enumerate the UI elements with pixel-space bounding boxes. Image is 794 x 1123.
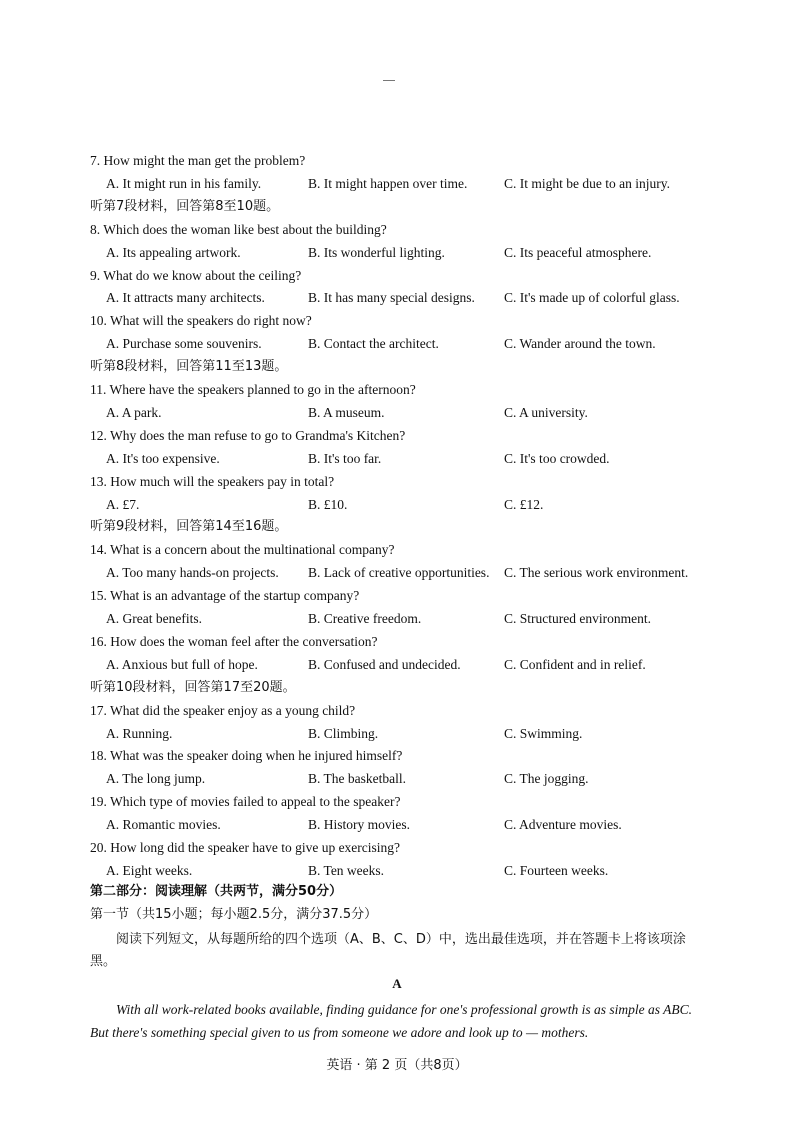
question-stem bbox=[0, 471, 794, 493]
question-text: 15. What is an advantage of the startup company? bbox=[90, 588, 360, 604]
question-stem bbox=[0, 585, 794, 607]
option-a: A. Its appealing artwork. bbox=[106, 244, 241, 260]
page-footer: 英语 · 第 2 页（共8页） bbox=[326, 1058, 468, 1073]
question-stem bbox=[0, 379, 794, 401]
option-c: C. Its peaceful atmosphere. bbox=[504, 244, 652, 260]
options-row bbox=[0, 333, 794, 355]
part2-instruction: 阅读下列短文，从每题所给的四个选项（A、B、C、D）中，选出最佳选项，并在答题卡上将该项涂黑。 bbox=[90, 932, 686, 969]
option-c: C. Structured environment. bbox=[504, 611, 651, 626]
option-a: A. Anxious but full of hope. bbox=[106, 656, 258, 672]
option-a: A. Romantic movies. bbox=[106, 817, 221, 833]
options-row bbox=[0, 287, 794, 309]
option-c: C. Adventure movies. bbox=[504, 817, 622, 833]
options-row bbox=[0, 654, 794, 676]
section-text: 听第8段材料，回答第11至13题。 bbox=[90, 359, 288, 375]
section-text: 听第10段材料，回答第17至20题。 bbox=[90, 679, 296, 695]
options-row bbox=[0, 448, 794, 470]
option-b: B. Lack of creative opportunities. bbox=[308, 565, 490, 581]
option-b: B. A museum. bbox=[308, 404, 385, 420]
option-a: A. Eight weeks. bbox=[106, 862, 193, 878]
options-row bbox=[0, 173, 794, 195]
option-a: A. Great benefits. bbox=[106, 611, 202, 626]
option-b: B. It's too far. bbox=[308, 450, 382, 466]
options-row bbox=[0, 242, 794, 264]
question-text: 18. What was the speaker doing when he injured himself? bbox=[90, 748, 403, 764]
option-b: B. It might happen over time. bbox=[308, 175, 468, 191]
option-b: B. Confused and undecided. bbox=[308, 656, 461, 672]
section-instruction bbox=[0, 516, 794, 538]
option-c: C. Fourteen weeks. bbox=[504, 862, 609, 878]
option-c: C. The serious work environment. bbox=[504, 565, 689, 581]
option-a: A. It attracts many architects. bbox=[106, 290, 265, 306]
option-b: B. Contact the architect. bbox=[308, 336, 439, 352]
option-c: C. £12. bbox=[504, 496, 544, 512]
option-b: B. Climbing. bbox=[308, 725, 379, 741]
option-b: B. The basketball. bbox=[308, 771, 406, 787]
option-a: A. It's too expensive. bbox=[106, 450, 220, 466]
option-c: C. The jogging. bbox=[504, 771, 589, 787]
options-row bbox=[0, 402, 794, 424]
question-text: 9. What do we know about the ceiling? bbox=[90, 267, 302, 283]
option-b: B. Its wonderful lighting. bbox=[308, 244, 445, 260]
question-text: 13. How much will the speakers pay in total? bbox=[90, 473, 335, 489]
option-a: A. Running. bbox=[106, 725, 173, 741]
question-stem bbox=[0, 745, 794, 767]
question-stem bbox=[0, 219, 794, 241]
option-b: B. Ten weeks. bbox=[308, 862, 385, 878]
question-stem bbox=[0, 837, 794, 859]
question-stem bbox=[0, 631, 794, 653]
question-stem bbox=[0, 700, 794, 722]
question-text: 10. What will the speakers do right now? bbox=[90, 313, 312, 329]
option-b: B. It has many special designs. bbox=[308, 290, 475, 306]
question-stem bbox=[0, 265, 794, 287]
options-row bbox=[0, 562, 794, 584]
option-a: A. Purchase some souvenirs. bbox=[106, 336, 262, 352]
question-text: 20. How long did the speaker have to give up exercising? bbox=[90, 840, 401, 855]
option-a: A. £7. bbox=[106, 496, 140, 512]
option-c: C. Confident and in relief. bbox=[504, 656, 646, 672]
question-text: 11. Where have the speakers planned to go in the afternoon? bbox=[90, 382, 416, 397]
option-a: A. The long jump. bbox=[106, 771, 206, 787]
question-stem bbox=[0, 791, 794, 813]
passage-text: With all work-related books available, finding guidance for one's professional growth is as simple as ABC. But there's something special given to us from someone we adore and look up to — mothers. bbox=[90, 1002, 692, 1040]
option-c: C. It's too crowded. bbox=[504, 450, 610, 466]
option-a: A. Too many hands-on projects. bbox=[106, 565, 279, 581]
option-c: C. A university. bbox=[504, 404, 588, 420]
question-text: 7. How might the man get the problem? bbox=[90, 153, 306, 168]
question-text: 8. Which does the woman like best about the building? bbox=[90, 221, 387, 237]
question-stem bbox=[0, 150, 794, 172]
question-stem bbox=[0, 425, 794, 447]
options-row bbox=[0, 494, 794, 516]
question-text: 12. Why does the man refuse to go to Grandma's Kitchen? bbox=[90, 427, 406, 443]
header-mark bbox=[383, 80, 395, 81]
options-row bbox=[0, 860, 794, 882]
part2-title: 第二部分：阅读理解（共两节，满分50分） bbox=[90, 884, 343, 899]
section-instruction bbox=[0, 356, 794, 378]
question-stem bbox=[0, 310, 794, 332]
option-c: C. Wander around the town. bbox=[504, 336, 656, 352]
options-row bbox=[0, 608, 794, 630]
option-b: B. History movies. bbox=[308, 817, 411, 833]
options-row bbox=[0, 814, 794, 836]
question-text: 14. What is a concern about the multinational company? bbox=[90, 542, 395, 558]
question-text: 16. How does the woman feel after the conversation? bbox=[90, 633, 378, 649]
option-c: C. Swimming. bbox=[504, 725, 583, 741]
question-text: 17. What did the speaker enjoy as a young child? bbox=[90, 702, 356, 718]
options-row bbox=[0, 723, 794, 745]
option-c: C. It might be due to an injury. bbox=[504, 175, 670, 191]
option-c: C. It's made up of colorful glass. bbox=[504, 290, 680, 306]
section-text: 听第9段材料，回答第14至16题。 bbox=[90, 519, 288, 535]
question-stem bbox=[0, 539, 794, 561]
options-row bbox=[0, 768, 794, 790]
question-text: 19. Which type of movies failed to appeal to the speaker? bbox=[90, 794, 401, 810]
option-b: B. Creative freedom. bbox=[308, 611, 422, 626]
passage-heading: A bbox=[392, 976, 402, 991]
option-a: A. It might run in his family. bbox=[106, 175, 262, 191]
part2-subtitle: 第一节（共15小题；每小题2.5分，满分37.5分） bbox=[90, 907, 378, 922]
option-a: A. A park. bbox=[106, 404, 162, 420]
section-text: 听第7段材料，回答第8至10题。 bbox=[90, 198, 280, 214]
section-instruction bbox=[0, 196, 794, 218]
section-instruction bbox=[0, 677, 794, 699]
option-b: B. £10. bbox=[308, 496, 348, 512]
